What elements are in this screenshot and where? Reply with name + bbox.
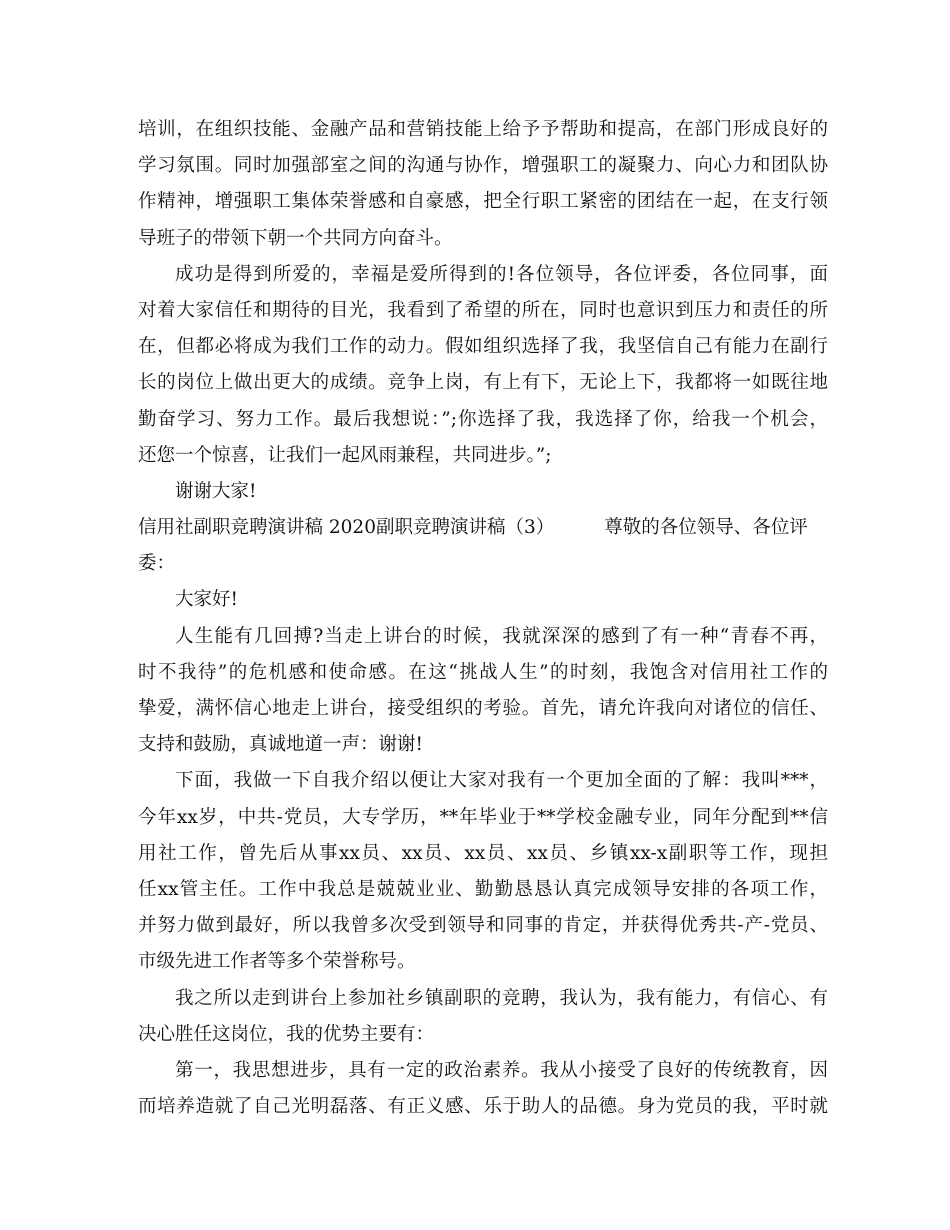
- document-body: [138, 112, 828, 1125]
- text-line: 作精神，增强职工集体荣誉感和自豪感，把全行职工紧密的团结在一起，在支行领: [138, 191, 828, 213]
- text-line: 而培养造就了自己光明磊落、有正义感、乐于助人的品德。身为党员的我，平时就: [138, 1096, 828, 1118]
- text-line: 用社工作，曾先后从事xx员、xx员、xx员、xx员、乡镇xx-x副职等工作，现担: [138, 842, 828, 864]
- text-line: 决心胜任这岗位，我的优势主要有：: [138, 1023, 435, 1045]
- paragraph-first-line: 下面，我做一下自我介绍以便让大家对我有一个更加全面的了解：我叫***，: [175, 770, 828, 792]
- text-line: 委：: [138, 553, 176, 575]
- section-heading-line: [138, 510, 828, 546]
- text-line: 还您一个惊喜，让我们一起风雨兼程，共同进步。”;: [138, 444, 552, 466]
- section-heading: 信用社副职竞聘演讲稿 2020副职竞聘演讲稿（3）: [138, 517, 555, 539]
- text-line: 导班子的带领下朝一个共同方向奋斗。: [138, 227, 453, 249]
- paragraph-first-line: 我之所以走到讲台上参加社乡镇副职的竞聘，我认为，我有能力，有信心、有: [175, 987, 828, 1009]
- text-line: 勤奋学习、努力工作。最后我想说：”;你选择了我，我选择了你，给我一个机会，: [138, 408, 828, 430]
- text-line: 今年xx岁，中共-党员，大专学历，**年毕业于**学校金融专业，同年分配到**信: [138, 806, 828, 828]
- salutation-start: 尊敬的各位领导、各位评: [604, 517, 808, 539]
- text-line: 挚爱，满怀信心地走上讲台，接受组织的考验。首先，请允许我向对诸位的信任、: [138, 698, 828, 719]
- greeting: 大家好!: [175, 589, 238, 611]
- paragraph-first-line: 人生能有几回搏?当走上讲台的时候，我就深深的感到了有一种“青春不再，: [175, 625, 828, 647]
- text-line: 学习氛围。同时加强部室之间的沟通与协作，增强职工的凝聚力、向心力和团队协: [138, 155, 828, 177]
- text-line: 并努力做到最好，所以我曾多次受到领导和同事的肯定，并获得优秀共-产-党员、: [138, 915, 828, 937]
- text-line: 培训，在组织技能、金融产品和营销技能上给予予帮助和提高，在部门形成良好的: [138, 119, 828, 140]
- text-line: 对着大家信任和期待的目光，我看到了希望的所在，同时也意识到压力和责任的所: [138, 299, 828, 321]
- text-line: 支持和鼓励，真诚地道一声：谢谢!: [138, 734, 423, 756]
- paragraph-first-line: 第一，我思想进步，具有一定的政治素养。我从小接受了良好的传统教育，因: [175, 1059, 828, 1081]
- closing-thanks: 谢谢大家!: [175, 480, 257, 502]
- text-line: 时不我待”的危机感和使命感。在这“挑战人生”的时刻，我饱含对信用社工作的: [138, 661, 828, 683]
- text-line: 市级先进工作者等多个荣誉称号。: [138, 951, 416, 973]
- text-line: 任xx管主任。工作中我总是兢兢业业、勤勤恳恳认真完成领导安排的各项工作，: [138, 878, 828, 900]
- paragraph-first-line: 成功是得到所爱的，幸福是爱所得到的!各位领导，各位评委，各位同事，面: [175, 263, 828, 285]
- text-line: 长的岗位上做出更大的成绩。竞争上岗，有上有下，无论上下，我都将一如既往地: [138, 372, 828, 394]
- text-line: 在，但都必将成为我们工作的动力。假如组织选择了我，我坚信自己有能力在副行: [138, 336, 828, 358]
